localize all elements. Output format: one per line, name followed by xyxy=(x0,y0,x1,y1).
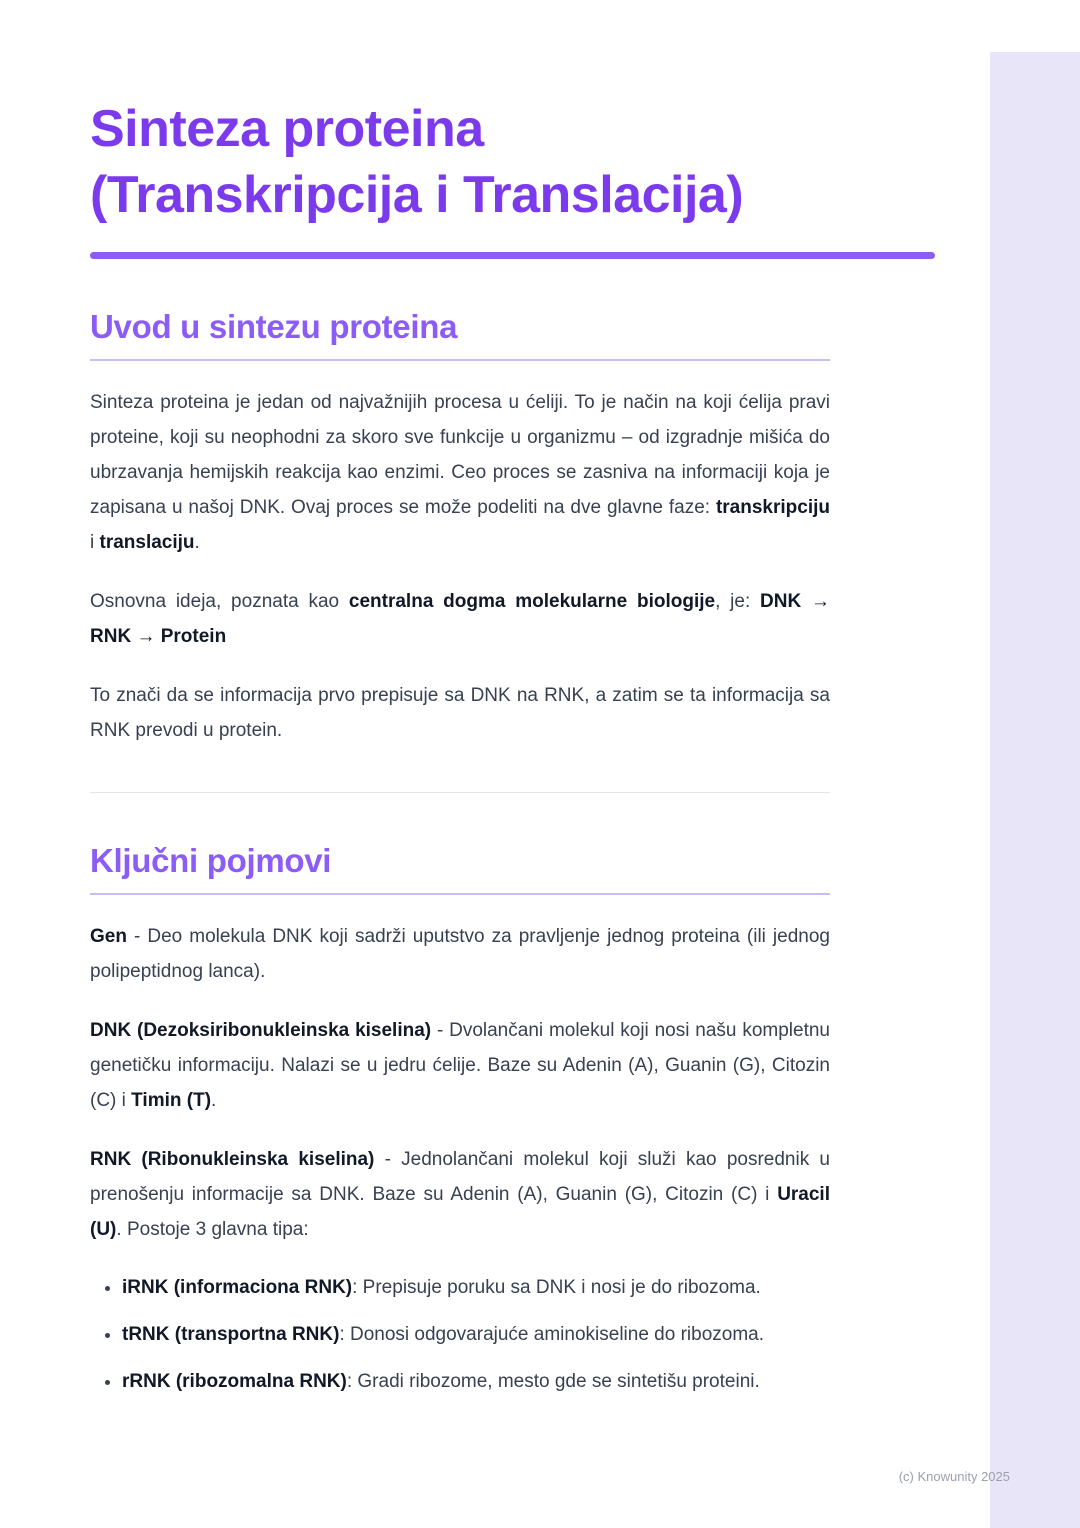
list-item-irnk: • iRNK (informaciona RNK): Prepisuje poruku sa DNK i nosi je do ribozoma. xyxy=(122,1271,820,1305)
title-rule xyxy=(90,252,935,259)
heading-underline xyxy=(90,893,830,895)
rnk-types-list xyxy=(90,1271,820,1399)
section-divider xyxy=(90,792,830,793)
heading-underline xyxy=(90,359,830,361)
paragraph-intro-1: Sinteza proteina je jedan od najvažnijih procesa u ćeliji. To je način na koji ćelija pravi proteine, koji su neophodni za skoro sve funkcije u organizmu – od izgradnje mišića do ubrzavanja hemijskih reakcija kao enzimi. Ceo proces se zasniva na informaciji koja je zapisana u našoj DNK. Ovaj proces se može podeliti na dve glavne faze: transkripciju i translaciju. xyxy=(90,392,830,553)
page-title-line1: Sinteza proteina xyxy=(90,100,484,158)
paragraph-rnk: RNK (Ribonukleinska kiselina) - Jednolančani molekul koji služi kao posrednik u prenošenju informacije sa DNK. Baze su Adenin (A), Guanin (G), Citozin (C) i Uracil (U). Postoje 3 glavna tipa: xyxy=(90,1149,830,1240)
sidebar-strip xyxy=(990,52,1080,1528)
section-heading-intro: Uvod u sintezu proteina xyxy=(90,308,458,345)
paragraph-intro-3: To znači da se informacija prvo prepisuje sa DNK na RNK, a zatim se ta informacija sa RNK prevodi u protein. xyxy=(90,685,830,741)
section-intro xyxy=(90,307,830,748)
page-title-line2: (Transkripcija i Translacija) xyxy=(90,166,744,224)
section-key-terms xyxy=(90,841,830,1399)
section-heading-key-terms: Ključni pojmovi xyxy=(90,842,332,879)
paragraph-gen: Gen - Deo molekula DNK koji sadrži uputstvo za pravljenje jednog proteina (ili jednog polipeptidnog lanca). xyxy=(90,926,830,982)
paragraph-intro-2: Osnovna ideja, poznata kao centralna dogma molekularne biologije, je: DNK → RNK → Protein xyxy=(90,591,830,647)
list-item-rrnk: • rRNK (ribozomalna RNK): Gradi ribozome, mesto gde se sintetišu proteini. xyxy=(122,1365,820,1399)
list-item-trnk: • tRNK (transportna RNK): Donosi odgovarajuće aminokiseline do ribozoma. xyxy=(122,1318,820,1352)
paragraph-dnk: DNK (Dezoksiribonukleinska kiselina) - Dvolančani molekul koji nosi našu kompletnu genetičku informaciju. Nalazi se u jedru ćelije. Baze su Adenin (A), Guanin (G), Citozin (C) i Timin (T). xyxy=(90,1020,830,1111)
document-page xyxy=(90,96,935,1399)
footer-credit: (c) Knowunity 2025 xyxy=(898,1469,1010,1484)
page-title xyxy=(90,96,935,228)
